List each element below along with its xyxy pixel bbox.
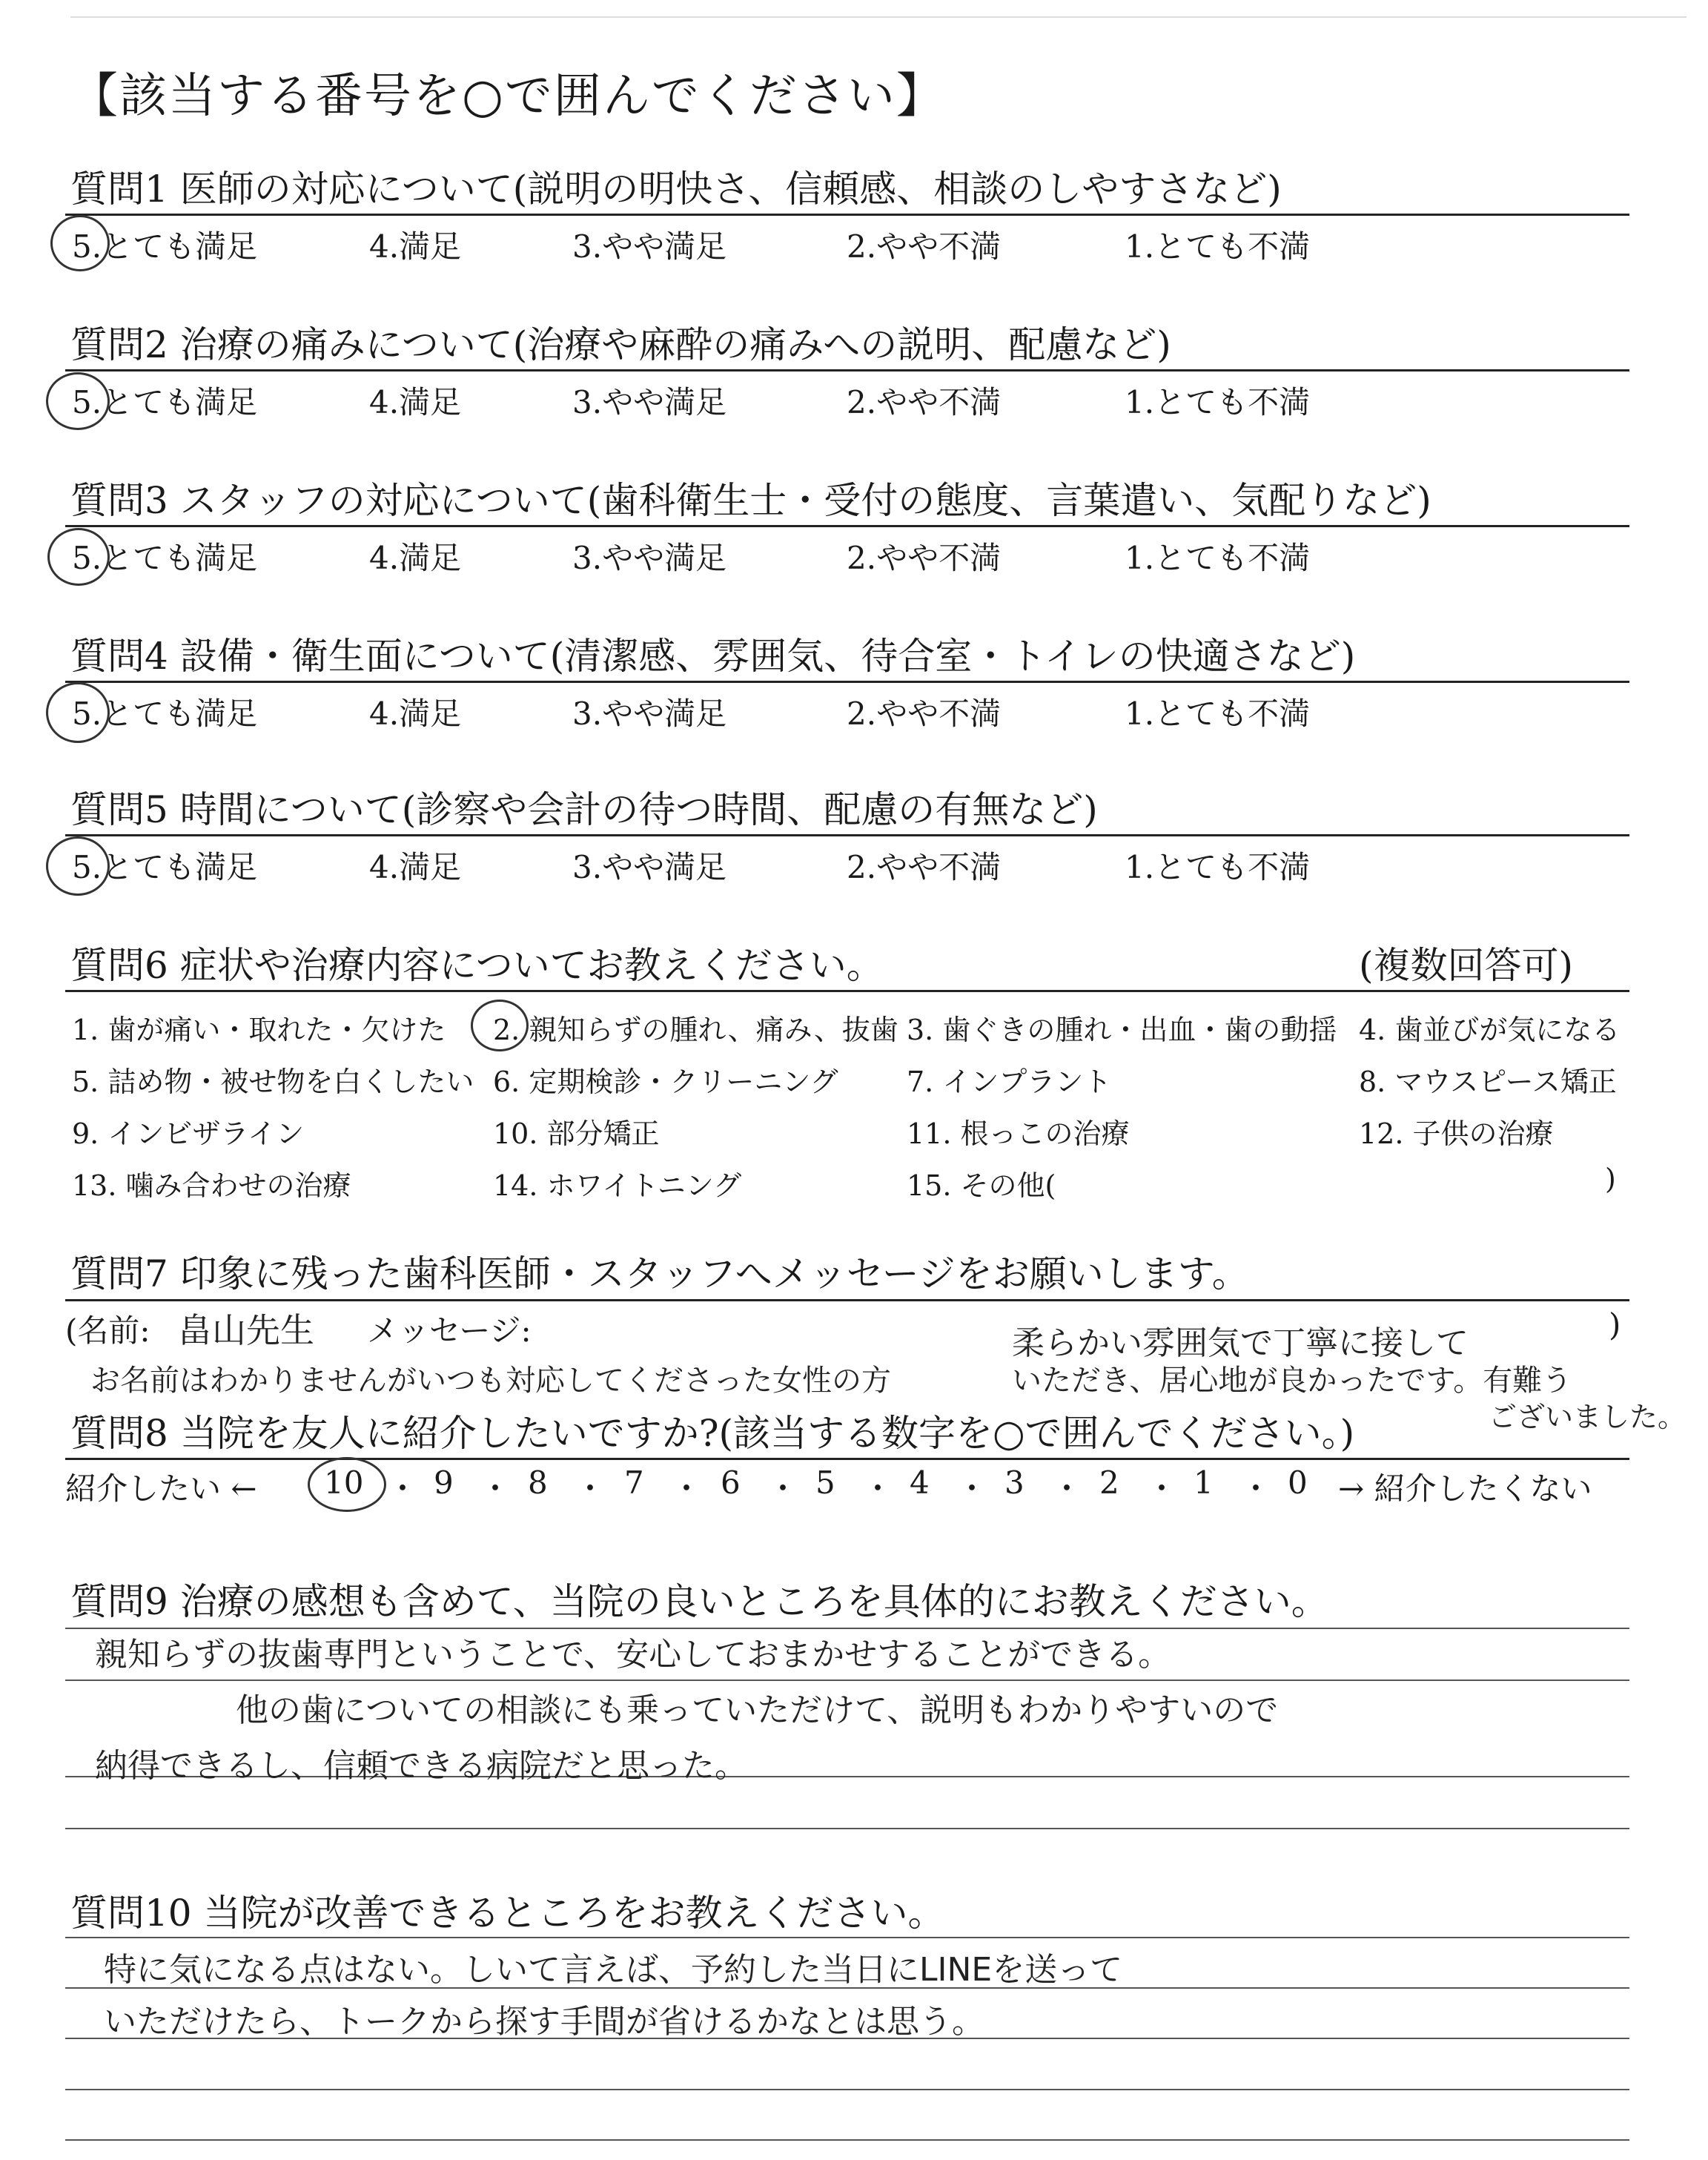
q3-option-4[interactable]: 4.満足 xyxy=(369,540,462,576)
q1-option-5[interactable]: 5.とても満足 xyxy=(72,228,258,265)
q1-selected-circle xyxy=(50,215,110,271)
q2-option-4[interactable]: 4.満足 xyxy=(369,384,462,420)
q8-scale-3[interactable]: 3 xyxy=(1004,1464,1025,1501)
q8-scale-sep: ・ xyxy=(575,1470,606,1507)
q8-scale-sep: ・ xyxy=(1240,1470,1272,1507)
q5-selected-circle xyxy=(46,836,110,896)
q8-scale-8[interactable]: 8 xyxy=(528,1464,548,1501)
q8-scale-sep: ・ xyxy=(862,1470,894,1507)
question-3-rule xyxy=(65,525,1629,527)
q9-answer-line-2: 他の歯についての相談にも乗っていただけて、説明もわかりやすいので xyxy=(236,1691,1279,1729)
q5-option-1[interactable]: 1.とても不満 xyxy=(1125,849,1311,885)
q5-option-4[interactable]: 4.満足 xyxy=(369,849,462,885)
q8-scale-1[interactable]: 1 xyxy=(1194,1464,1214,1501)
q9-answer-line-1: 親知らずの抜歯専門ということで、安心しておまかせすることができる。 xyxy=(95,1636,1171,1674)
q4-option-2[interactable]: 2.やや不満 xyxy=(847,696,1002,732)
q7-handwritten-name: 畠山先生 xyxy=(178,1310,314,1350)
q10-line-4 xyxy=(65,2089,1629,2090)
q8-scale-sep: ・ xyxy=(1051,1470,1083,1507)
q8-right-label: → 紹介したくない xyxy=(1338,1470,1592,1507)
question-3-title: 質問3 スタッフの対応について(歯科衛生士・受付の態度、言葉遣い、気配りなど) xyxy=(70,479,1431,522)
q2-option-2[interactable]: 2.やや不満 xyxy=(847,384,1002,420)
question-1-title: 質問1 医師の対応について(説明の明快さ、信頼感、相談のしやすさなど) xyxy=(70,168,1282,211)
q8-scale-4[interactable]: 4 xyxy=(910,1464,930,1501)
q6-option-13[interactable]: 13. 噛み合わせの治療 xyxy=(72,1169,351,1202)
question-7-title: 質問7 印象に残った歯科医師・スタッフへメッセージをお願いします。 xyxy=(70,1252,1249,1295)
q1-option-4[interactable]: 4.満足 xyxy=(369,228,462,265)
question-6-title: 質問6 症状や治療内容についてお教えください。 xyxy=(70,944,884,987)
q3-option-1[interactable]: 1.とても不満 xyxy=(1125,540,1311,576)
question-2-rule xyxy=(65,369,1629,371)
q7-handwritten-message-3: いただき、居心地が良かったです。有難う xyxy=(1012,1364,1572,1398)
q6-option-4[interactable]: 4. 歯並びが気になる xyxy=(1359,1014,1621,1046)
q5-option-5[interactable]: 5.とても満足 xyxy=(72,849,258,885)
question-8-rule xyxy=(65,1458,1629,1460)
q7-message-label: メッセージ: xyxy=(367,1312,532,1349)
q5-option-3[interactable]: 3.やや満足 xyxy=(572,849,727,885)
question-5-rule xyxy=(65,834,1629,836)
q6-option-10[interactable]: 10. 部分矯正 xyxy=(493,1117,660,1150)
q3-option-2[interactable]: 2.やや不満 xyxy=(847,540,1002,576)
question-4-title: 質問4 設備・衛生面について(清潔感、雰囲気、待合室・トイレの快適さなど) xyxy=(70,635,1356,678)
q4-option-3[interactable]: 3.やや満足 xyxy=(572,696,727,732)
q8-scale-sep: ・ xyxy=(956,1470,988,1507)
q6-option-8[interactable]: 8. マウスピース矯正 xyxy=(1359,1066,1617,1098)
q1-option-1[interactable]: 1.とても不満 xyxy=(1125,228,1311,265)
q1-option-2[interactable]: 2.やや不満 xyxy=(847,228,1002,265)
q6-option-12[interactable]: 12. 子供の治療 xyxy=(1359,1117,1554,1150)
question-8-title: 質問8 当院を友人に紹介したいですか?(該当する数字を○で囲んでください。) xyxy=(70,1412,1355,1455)
q5-option-2[interactable]: 2.やや不満 xyxy=(847,849,1002,885)
q6-option-7[interactable]: 7. インプラント xyxy=(907,1066,1112,1098)
q3-selected-circle xyxy=(47,528,110,586)
q8-scale-sep: ・ xyxy=(767,1470,799,1507)
q3-option-3[interactable]: 3.やや満足 xyxy=(572,540,727,576)
q4-selected-circle xyxy=(46,682,110,743)
q8-scale-10[interactable]: 10 xyxy=(324,1464,364,1501)
q4-option-4[interactable]: 4.満足 xyxy=(369,696,462,732)
q2-option-5[interactable]: 5.とても満足 xyxy=(72,384,258,420)
question-6-note: (複数回答可) xyxy=(1359,944,1574,987)
q6-option-5[interactable]: 5. 詰め物・被せ物を白くしたい xyxy=(72,1066,474,1098)
q6-option-1[interactable]: 1. 歯が痛い・取れた・欠けた xyxy=(72,1014,446,1046)
q6-option-15[interactable]: 15. その他( xyxy=(907,1169,1056,1202)
q8-left-label: 紹介したい ← xyxy=(65,1470,257,1507)
q7-handwritten-message-1: お名前はわかりませんがいつも対応してくださった女性の方 xyxy=(90,1364,891,1398)
q4-option-1[interactable]: 1.とても不満 xyxy=(1125,696,1311,732)
question-6-rule xyxy=(65,990,1629,992)
q7-handwritten-message-2: 柔らかい雰囲気で丁寧に接して xyxy=(1012,1324,1469,1362)
q6-option-6[interactable]: 6. 定期検診・クリーニング xyxy=(493,1066,838,1098)
question-7-rule xyxy=(65,1299,1629,1301)
q10-line-5 xyxy=(65,2139,1629,2141)
q9-answer-line-3: 納得できるし、信頼できる病院だと思った。 xyxy=(95,1747,747,1785)
q2-option-1[interactable]: 1.とても不満 xyxy=(1125,384,1311,420)
q8-scale-5[interactable]: 5 xyxy=(815,1464,835,1501)
q8-scale-sep: ・ xyxy=(671,1470,703,1507)
top-border xyxy=(70,16,1687,18)
question-5-title: 質問5 時間について(診察や会計の待つ時間、配慮の有無など) xyxy=(70,788,1098,831)
q6-option-11[interactable]: 11. 根っこの治療 xyxy=(907,1117,1130,1150)
q7-close-paren: ) xyxy=(1609,1307,1621,1343)
q10-answer-line-2: いただけたら、トークから探す手間が省けるかなとは思う。 xyxy=(104,2003,984,2041)
q2-selected-circle xyxy=(46,372,110,430)
question-10-title: 質問10 当院が改善できるところをお教えください。 xyxy=(70,1892,945,1935)
q8-scale-sep: ・ xyxy=(387,1470,419,1507)
q9-line-2 xyxy=(65,1680,1629,1681)
q4-option-5[interactable]: 5.とても満足 xyxy=(72,696,258,732)
q6-option-9[interactable]: 9. インビザライン xyxy=(72,1117,305,1150)
q8-selected-circle xyxy=(308,1457,386,1512)
question-1-rule xyxy=(65,214,1629,216)
q8-scale-7[interactable]: 7 xyxy=(624,1464,644,1501)
question-2-title: 質問2 治療の痛みについて(治療や麻酔の痛みへの説明、配慮など) xyxy=(70,323,1171,366)
q9-line-4 xyxy=(65,1828,1629,1829)
q6-option-14[interactable]: 14. ホワイトニング xyxy=(493,1169,742,1202)
q1-option-3[interactable]: 3.やや満足 xyxy=(572,228,727,265)
q8-scale-9[interactable]: 9 xyxy=(434,1464,454,1501)
q8-scale-sep: ・ xyxy=(1146,1470,1178,1507)
q7-handwritten-message-4: ございました。 xyxy=(1489,1401,1687,1433)
q8-scale-0[interactable]: 0 xyxy=(1288,1464,1308,1501)
q6-selected-circle xyxy=(471,1000,529,1051)
q8-scale-sep: ・ xyxy=(480,1470,512,1507)
q7-name-label: (名前: xyxy=(65,1312,150,1349)
q6-option-2[interactable]: 2. 親知らずの腫れ、痛み、抜歯 xyxy=(493,1014,898,1046)
q3-option-5[interactable]: 5.とても満足 xyxy=(72,540,258,576)
q10-line-1 xyxy=(65,1937,1629,1938)
question-4-rule xyxy=(65,681,1629,683)
q6-option-15-close-paren: ) xyxy=(1605,1163,1616,1195)
q8-scale-6[interactable]: 6 xyxy=(721,1464,741,1501)
q10-answer-line-1: 特に気になる点はない。しいて言えば、予約した当日にLINEを送って xyxy=(104,1951,1123,1989)
q6-option-3[interactable]: 3. 歯ぐきの腫れ・出血・歯の動揺 xyxy=(907,1014,1337,1046)
q8-scale-2[interactable]: 2 xyxy=(1099,1464,1119,1501)
question-9-title: 質問9 治療の感想も含めて、当院の良いところを具体的にお教えください。 xyxy=(70,1580,1328,1623)
q2-option-3[interactable]: 3.やや満足 xyxy=(572,384,727,420)
form-title: 【該当する番号を○で囲んでください】 xyxy=(70,69,945,124)
